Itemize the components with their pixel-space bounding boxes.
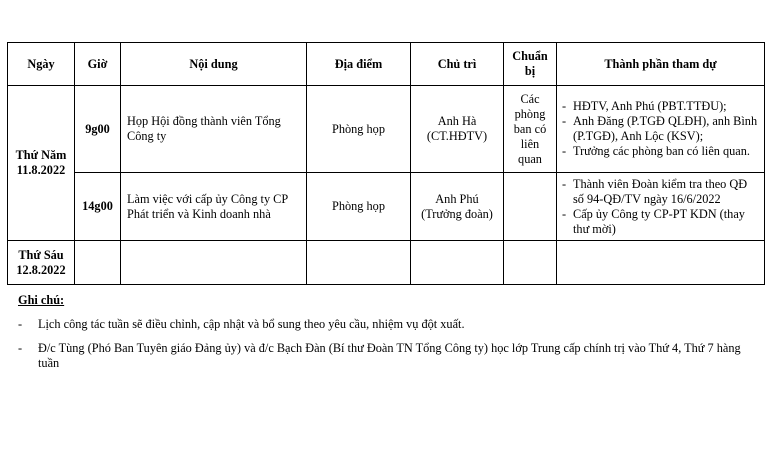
header-chair: Chủ trì xyxy=(411,43,504,86)
day-friday-date: Thứ Sáu 12.8.2022 xyxy=(8,241,75,285)
event-participants xyxy=(557,86,765,173)
notes-list xyxy=(18,317,758,371)
notes-section xyxy=(18,293,758,380)
empty-cell xyxy=(75,241,121,285)
event-content: Làm việc với cấp ủy Công ty CP Phát triển và Kinh doanh nhà xyxy=(121,173,307,241)
table-row xyxy=(8,173,765,241)
event-prepare xyxy=(504,173,557,241)
event-location: Phòng họp xyxy=(307,173,411,241)
header-participants: Thành phần tham dự xyxy=(557,43,765,86)
participant-item: - Cấp ủy Công ty CP-PT KDN (thay thư mời) xyxy=(561,207,760,237)
participant-item: - Trưởng các phòng ban có liên quan. xyxy=(561,144,760,159)
event-prepare: Các phòng ban có liên quan xyxy=(504,86,557,173)
event-content: Họp Hội đồng thành viên Tổng Công ty xyxy=(121,86,307,173)
table-header-row xyxy=(8,43,765,86)
participant-item: - HĐTV, Anh Phú (PBT.TTĐU); xyxy=(561,99,760,114)
participant-item: - Anh Đăng (P.TGĐ QLĐH), anh Bình (P.TGĐ), Anh Lộc (KSV); xyxy=(561,114,760,144)
note-item: - Đ/c Tùng (Phó Ban Tuyên giáo Đảng ủy) và đ/c Bạch Đàn (Bí thư Đoàn TN Tổng Công ty) học lớp Trung cấp chính trị vào Thứ 4, Thứ 7 hàng tuần xyxy=(18,341,758,371)
schedule-table xyxy=(7,42,765,285)
event-location: Phòng họp xyxy=(307,86,411,173)
empty-cell xyxy=(121,241,307,285)
table-row xyxy=(8,241,765,285)
event-chair: Anh Hà (CT.HĐTV) xyxy=(411,86,504,173)
empty-cell xyxy=(307,241,411,285)
header-time: Giờ xyxy=(75,43,121,86)
event-time: 9g00 xyxy=(75,86,121,173)
event-time: 14g00 xyxy=(75,173,121,241)
header-date: Ngày xyxy=(8,43,75,86)
participant-item: - Thành viên Đoàn kiểm tra theo QĐ số 94-QĐ/TV ngày 16/6/2022 xyxy=(561,177,760,207)
header-prepare: Chuẩn bị xyxy=(504,43,557,86)
day-thursday-date: Thứ Năm 11.8.2022 xyxy=(8,86,75,241)
empty-cell xyxy=(557,241,765,285)
empty-cell xyxy=(411,241,504,285)
event-participants xyxy=(557,173,765,241)
empty-cell xyxy=(504,241,557,285)
notes-title: Ghi chú: xyxy=(18,293,65,307)
table-row xyxy=(8,86,765,173)
header-location: Địa điểm xyxy=(307,43,411,86)
note-item: - Lịch công tác tuần sẽ điều chỉnh, cập nhật và bổ sung theo yêu cầu, nhiệm vụ đột xuất. xyxy=(18,317,758,332)
header-content: Nội dung xyxy=(121,43,307,86)
event-chair: Anh Phú (Trưởng đoàn) xyxy=(411,173,504,241)
